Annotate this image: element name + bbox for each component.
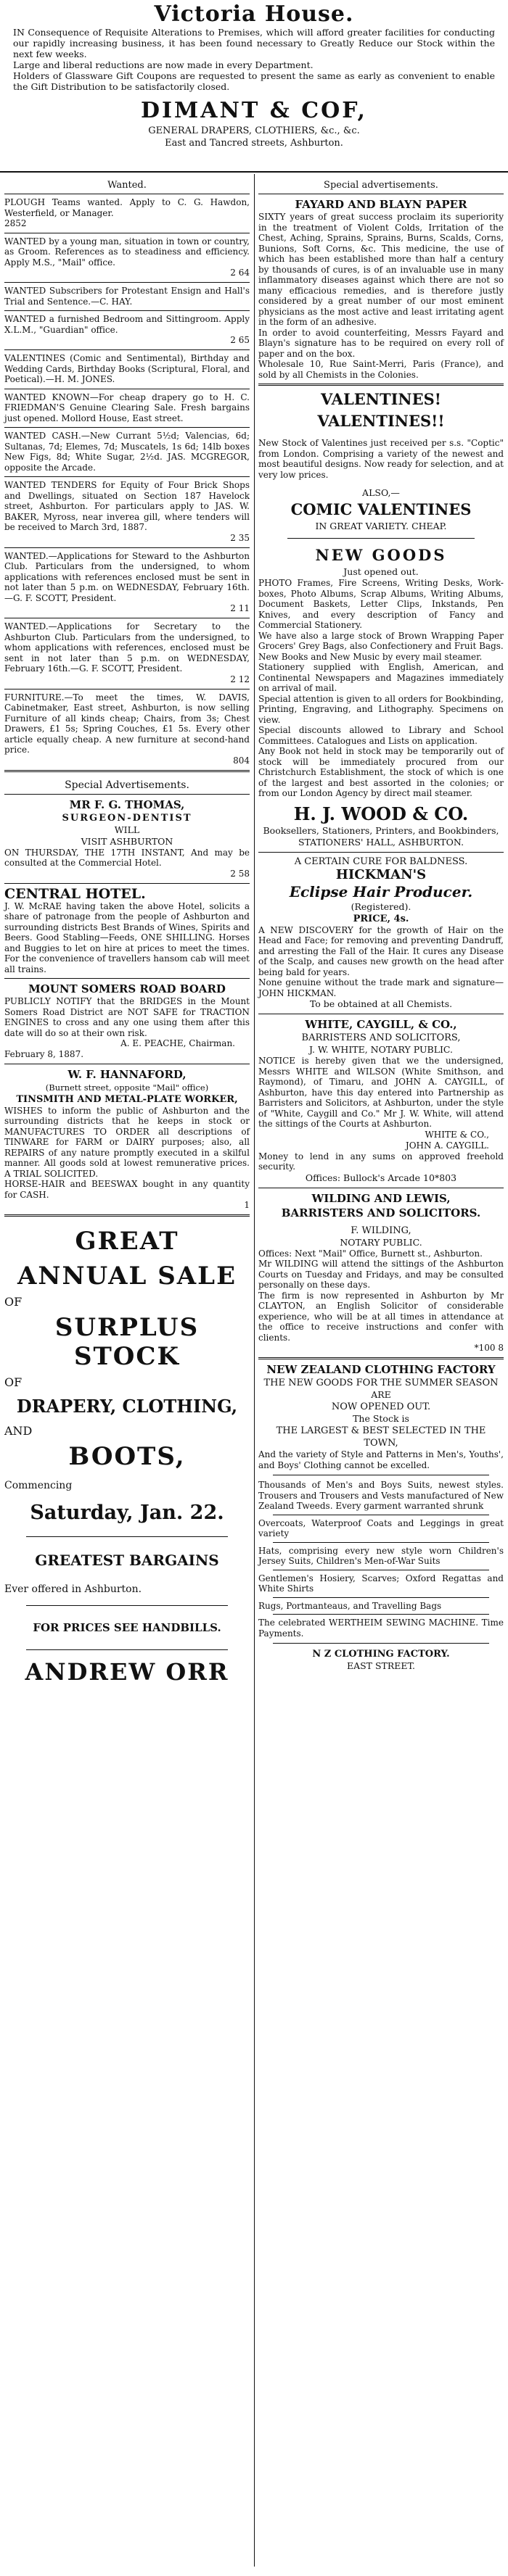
- classified-ad: FURNITURE.—To meet the times, W. DAVIS, Cabinetmaker, East street, Ashburton, is now selling Furniture of all kinds cheap; Chairs, from 3s; Chest Drawers, £1 5s; Spring Couches, £1 5s. Every other article equally cheap. A new furniture at second-hand price. 804: [4, 689, 250, 772]
- masthead-title: Victoria House.: [154, 1, 354, 27]
- classified-ad: WANTED KNOWN—For cheap drapery go to H. C. FRIEDMAN'S Genuine Clearing Sale. Fresh bargains just opened. Mollord House, East street.: [4, 389, 250, 428]
- right-column: [258, 175, 504, 1676]
- road-board-notice: MOUNT SOMERS ROAD BOARD PUBLICLY NOTIFY that the BRIDGES in the Mount Somers Road District are NOT SAFE for TRACTION ENGINES to cross and any one using them after this date will do so at their own risk. A. E. PEACHE, Chairman. February 8, 1887.: [4, 979, 250, 1064]
- classified-ad: PLOUGH Teams wanted. Apply to C. G. Hawdon, Westerfield, or Manager. 2852: [4, 194, 250, 233]
- list-item: Overcoats, Waterproof Coats and Leggings in great variety: [258, 1517, 504, 1538]
- list-item: The celebrated WERTHEIM SEWING MACHINE. Time Payments.: [258, 1618, 504, 1639]
- special-ads-heading: Special Advertisements.: [65, 779, 189, 791]
- nz-clothing-advert: NEW ZEALAND CLOTHING FACTORY THE NEW GOODS FOR THE SUMMER SEASON ARE NOW OPENED OUT. The Stock is THE LARGEST & BEST SELECTED IN THE TOWN, And the variety of Style and Patterns in Men's, Youths', and Boys' Clothing cannot be excelled. Thousands of Men's and Boys Suits, newest styles. Trousers and Trousers and Vests manufactured of New Zealand Tweeds. Every garment warranted shrunk Overcoats, Waterproof Coats and Leggings in great variety Hats, comprising every new style worn Children's Jersey Suits, Children's Men-of-War Suits Gentlemen's Hosiery, Scarves; Oxford Regattas and White Shirts Rugs, Portmanteaus, and Travelling Bags The celebrated WERTHEIM SEWING MACHINE. Time Payments. N Z CLOTHING FACTORY. EAST STREET.: [258, 1363, 504, 1671]
- header-para-1: IN Consequence of Requisite Alterations to Premises, which will afford greater facilities for conducting our rapidly increasing business, it has been found necessary to Greatly Reduce our Stock within the next few weeks.: [13, 27, 495, 59]
- classified-ad: WANTED.—Applications for Secretary to the Ashburton Club. Particulars from the undersigned, to whom applications with references, enclosed must be sent in not later than 5 p.m. on WEDNESDAY, February 16th.—G. F. SCOTT, President. 2 12: [4, 618, 250, 689]
- annual-sale-advert: GREAT ANNUAL SALE OF SURPLUS STOCK OF DRAPERY, CLOTHING, AND BOOTS, Commencing Saturday, Jan. 22. GREATEST BARGAINS Ever offered in Ashburton. FOR PRICES SEE HANDBILLS. ANDREW ORR: [4, 1227, 238, 1686]
- header-divider: [0, 171, 508, 173]
- dentist-advert: MR F. G. THOMAS, SURGEON-DENTIST WILL VISIT ASHBURTON ON THURSDAY, THE 17TH INSTANT, And may be consulted at the Commercial Hotel. 2 58: [4, 794, 250, 884]
- firm-name: DIMANT & COF,: [141, 98, 367, 123]
- column-divider: [254, 174, 255, 2567]
- firm-address: East and Tancred streets, Ashburton.: [165, 138, 343, 149]
- list-item: Gentlemen's Hosiery, Scarves; Oxford Regattas and White Shirts: [258, 1573, 504, 1594]
- special-heading: Special advertisements.: [324, 180, 438, 191]
- victoria-house-advert: [0, 0, 508, 170]
- hickman-advert: A CERTAIN CURE FOR BALDNESS. HICKMAN'S Eclipse Hair Producer. (Registered). PRICE, 4s. A NEW DISCOVERY for the growth of Hair on the Head and Face; for removing and preventing Dandruff, and arresting the Fall of the Hair. It cures any Disease of the Scalp, and causes new growth on the head after being bald for years. None genuine without the trade mark and signature—JOHN HICKMAN. To be obtained at all Chemists.: [258, 853, 504, 1015]
- hotel-advert: CENTRAL HOTEL. J. W. McRAE having taken the above Hotel, solicits a share of patronage from the people of Ashburton and surrounding districts Best Brands of Wines, Spirits and Beers. Good Stabling—Feeds, ONE SHILLING. Horses and Buggies to let on hire at prices to meet the times. For the convenience of travellers hansom cab will meet all trains.: [4, 884, 250, 980]
- classified-ad: WANTED TENDERS for Equity of Four Brick Shops and Dwellings, situated on Section 187 Havelock street, Ashburton. For particulars apply to JAS. W. BAKER, Myross, near inverea gill, where tenders will be received to March 3rd, 1887. 2 35: [4, 477, 250, 548]
- left-column: [4, 175, 250, 1686]
- list-item: Hats, comprising every new style worn Children's Jersey Suits, Children's Men-of-War Suits: [258, 1545, 504, 1566]
- wanted-heading: Wanted.: [107, 180, 147, 191]
- classified-ad: WANTED.—Applications for Steward to the Ashburton Club. Particulars from the undersigned, to whom applications with references enclosed must be sent in not later than 5 p.m. on WEDNESDAY, February 16th.—G. F. SCOTT, President. 2 11: [4, 548, 250, 619]
- valentines-advert: VALENTINES! VALENTINES!! New Stock of Valentines just received per s.s. "Coptic" from London. Comprising a variety of the newest and most beautiful designs. Now ready for selection, and at very low prices. ALSO,— COMIC VALENTINES IN GREAT VARIETY. CHEAP. NEW GOODS Just opened out. PHOTO Frames, Fire Screens, Writing Desks, Work-boxes, Photo Albums, Scrap Albums, Writing Albums, Document Baskets, Letter Clips, Inkstands, Pen Knives, and every description of Fancy and Commercial Stationery. We have also a large stock of Brown Wrapping Paper Grocers' Grey Bags, also Confectionery and Fruit Bags. New Books and New Music by every mail steamer. Stationery supplied with English, American, and Continental Newspapers and Magazines immediately on arrival of mail. Special attention is given to all orders for Bookbinding, Printing, Engraving, and Lithography. Specimens on view. Special discounts allowed to Library and School Committees. Catalogues and Lists on application. Any Book not held in stock may be temporarily out of stock will be immediately procured from our Christchurch Establishment, the stock of which is one of the largest and best assorted in the colonies; or from our London Agency by direct mail steamer. H. J. WOOD & CO. Booksellers, Stationers, Printers, and Bookbinders, STATIONERS' HALL, ASHBURTON.: [258, 386, 504, 853]
- firm-trade: GENERAL DRAPERS, CLOTHIERS, &c., &c.: [148, 125, 360, 136]
- classified-ad: WANTED by a young man, situation in town or country, as Groom. References as to steadiness and efficiency. Apply M.S., "Mail" office. 2 64: [4, 233, 250, 283]
- tinsmith-advert: W. F. HANNAFORD, (Burnett street, opposite "Mail" office) TINSMITH AND METAL-PLATE WORKER, WISHES to inform the public of Ashburton and the surrounding districts that he keeps in stock or MANUFACTURES TO ORDER all descriptions of TINWARE for FARM or DAIRY purposes; also, all REPAIRS of any nature promptly executed in a skilful manner. All goods sold at lowest remunerative prices. A TRIAL SOLICITED. HORSE-HAIR and BEESWAX bought in any quantity for CASH. 1: [4, 1064, 250, 1217]
- classified-ad: WANTED Subscribers for Protestant Ensign and Hall's Trial and Sentence.—C. HAY.: [4, 283, 250, 311]
- classified-ad: WANTED a furnished Bedroom and Sittingroom. Apply X.L.M., "Guardian" office. 2 65: [4, 311, 250, 350]
- header-para-2: Large and liberal reductions are now made in every Department.: [13, 59, 314, 70]
- list-item: Thousands of Men's and Boys Suits, newest styles. Trousers and Trousers and Vests manufactured of New Zealand Tweeds. Every garment warranted shrunk: [258, 1480, 504, 1511]
- wilding-lewis-advert: WILDING AND LEWIS, BARRISTERS AND SOLICITORS. F. WILDING, NOTARY PUBLIC. Offices: Next "Mail" Office, Burnett st., Ashburton. Mr WILDING will attend the sittings of the Ashburton Courts on Tuesday and Fridays, and may be consulted personally on these days. The firm is now represented in Ashburton by Mr CLAYTON, an English Solicitor of considerable experience, who will be at all times in attendance at the office to receive instructions and confer with clients. *100 8: [258, 1188, 504, 1360]
- classified-ad: WANTED CASH.—New Currant 5½d; Valencias, 6d; Sultanas, 7d; Elemes, 7d; Muscatels, 1s 6d; 14lb boxes New Figs, 8d; White Sugar, 2½d. JAS. MCGREGOR, opposite the Arcade.: [4, 428, 250, 477]
- fayard-advert: FAYARD AND BLAYN PAPER SIXTY years of great success proclaim its superiority in the treatment of Violent Colds, Irritation of the Chest, Aching, Sprains, Sprains, Burns, Scalds, Corns, Bunions, Soft Corns, &c. This medicine, the use of which has been established more than half a century by thousands of cures, is of an invaluable use in many inflammatory diseases against which there are not so many efficacious remedies, and is therefore justly considered by a great number of our most eminent physicians as the most active and least irritating agent in the form of an adhesive. In order to avoid counterfeiting, Messrs Fayard and Blayn's signature has to be required on every roll of paper and on the box. Wholesale 10, Rue Saint-Merri, Paris (France), and sold by all Chemists in the Colonies.: [258, 194, 504, 386]
- classified-ad: VALENTINES (Comic and Sentimental), Birthday and Wedding Cards, Birthday Books (Scriptural, Floral, and Poetical).—H. M. JONES.: [4, 350, 250, 389]
- header-para-3: Holders of Glassware Gift Coupons are requested to present the same as early as convenient to enable the Gift Distribution to be satisfactorily closed.: [13, 70, 495, 92]
- list-item: Rugs, Portmanteaus, and Travelling Bags: [258, 1600, 442, 1611]
- white-caygill-advert: WHITE, CAYGILL, & CO., BARRISTERS AND SOLICITORS, J. W. WHITE, NOTARY PUBLIC. NOTICE is hereby given that we the undersigned, Messrs WHITE and WILSON (White Smithson, and Raymond), of Timaru, and JOHN A. CAYGILL, of Ashburton, have this day entered into Partnership as Barristers and Solicitors, at Ashburton, under the style of "White, Caygill and Co." Mr J. W. White, will attend the sittings of the Courts at Ashburton. WHITE & CO., JOHN A. CAYGILL. Money to lend in any sums on approved freehold security. Offices: Bullock's Arcade 10*803: [258, 1014, 504, 1188]
